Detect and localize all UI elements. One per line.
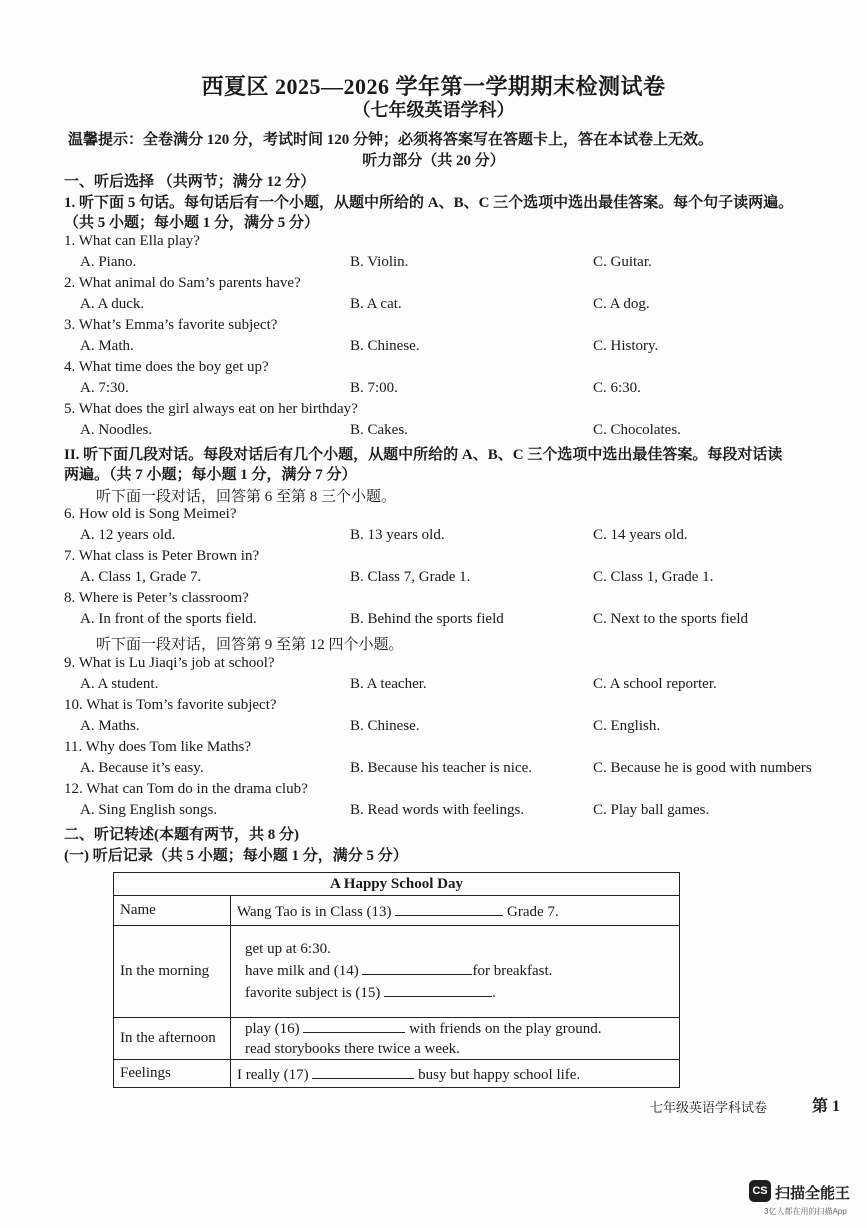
- question-1: 1. What can Ella play?: [64, 233, 200, 249]
- q9-option-b: B. A teacher.: [350, 676, 427, 692]
- blank-14[interactable]: [362, 960, 472, 975]
- q10-option-a: A. Maths.: [80, 718, 140, 734]
- row-content-afternoon: [231, 1018, 680, 1060]
- question-5: 5. What does the girl always eat on her birthday?: [64, 401, 358, 417]
- q12-option-a: A. Sing English songs.: [80, 802, 218, 818]
- q2-option-a: A. A duck.: [80, 296, 145, 312]
- feelings-pre: I really (17): [237, 1066, 309, 1083]
- q12-option-b: B. Read words with feelings.: [350, 802, 525, 818]
- blank-16[interactable]: [303, 1018, 405, 1033]
- section2-sub-heading: (一) 听后记录（共 5 小题；每小题 1 分，满分 5 分）: [64, 848, 408, 864]
- part2-instruction-2: 两遍。（共 7 小题；每小题 1 分，满分 7 分）: [64, 467, 357, 483]
- section1-heading: 一、听后选择 （共两节；满分 12 分）: [64, 174, 316, 190]
- q9-option-c: C. A school reporter.: [593, 676, 717, 692]
- section2-heading: 二、听记转述(本题有两节，共 8 分): [64, 827, 299, 843]
- scanner-app-name: 扫描全能王: [775, 1185, 851, 1202]
- morning-line-2-post: for breakfast.: [472, 963, 553, 979]
- name-text-pre: Wang Tao is in Class (13): [237, 903, 392, 920]
- question-9: 9. What is Lu Jiaqi’s job at school?: [64, 655, 275, 671]
- q6-option-c: C. 14 years old.: [593, 527, 688, 543]
- q12-option-c: C. Play ball games.: [593, 802, 710, 818]
- question-4: 4. What time does the boy get up?: [64, 359, 269, 375]
- page-number: 第 1: [812, 1098, 841, 1115]
- camscanner-logo-icon: CS: [749, 1180, 771, 1202]
- q11-option-c: C. Because he is good with numbers: [593, 760, 812, 776]
- q8-option-b: B. Behind the sports field: [350, 611, 504, 627]
- row-content-name: [231, 896, 680, 926]
- blank-13[interactable]: [395, 901, 503, 916]
- q3-option-a: A. Math.: [80, 338, 134, 354]
- scanner-tagline: 3亿人都在用的扫描App: [764, 1207, 847, 1216]
- q3-option-c: C. History.: [593, 338, 659, 354]
- listening-part-heading: 听力部分（共 20 分）: [362, 153, 505, 169]
- q10-option-c: C. English.: [593, 718, 661, 734]
- row-label-name: Name: [114, 896, 231, 926]
- blank-17[interactable]: [312, 1064, 414, 1079]
- table-title: A Happy School Day: [114, 873, 680, 896]
- q4-option-b: B. 7:00.: [350, 380, 398, 396]
- q9-option-a: A. A student.: [80, 676, 159, 692]
- dialogue-instruction-b: 听下面一段对话，回答第 9 至第 12 四个小题。: [96, 637, 404, 653]
- row-content-morning: [231, 926, 680, 1018]
- q5-option-a: A. Noodles.: [80, 422, 153, 438]
- question-12: 12. What can Tom do in the drama club?: [64, 781, 308, 797]
- question-6: 6. How old is Song Meimei?: [64, 506, 237, 522]
- question-11: 11. Why does Tom like Maths?: [64, 739, 251, 755]
- part1-instruction: 1. 听下面 5 句话。每句话后有一个小题，从题中所给的 A、B、C 三个选项中选出最佳答案。每个句子读两遍。: [64, 195, 794, 211]
- q5-option-c: C. Chocolates.: [593, 422, 681, 438]
- q10-option-b: B. Chinese.: [350, 718, 420, 734]
- q2-option-b: B. A cat.: [350, 296, 402, 312]
- morning-line-3-post: .: [492, 985, 496, 1001]
- question-8: 8. Where is Peter’s classroom?: [64, 590, 249, 606]
- q2-option-c: C. A dog.: [593, 296, 650, 312]
- q6-option-a: A. 12 years old.: [80, 527, 176, 543]
- feelings-post: busy but happy school life.: [418, 1066, 581, 1083]
- q7-option-c: C. Class 1, Grade 1.: [593, 569, 714, 585]
- q1-option-b: B. Violin.: [350, 254, 409, 270]
- notes-table: [113, 872, 680, 1088]
- name-text-post: Grade 7.: [507, 903, 559, 920]
- question-2: 2. What animal do Sam’s parents have?: [64, 275, 301, 291]
- morning-line-3-pre: favorite subject is (15): [245, 985, 381, 1001]
- q7-option-a: A. Class 1, Grade 7.: [80, 569, 202, 585]
- afternoon-line-1-post: with friends on the play ground.: [409, 1021, 602, 1037]
- q8-option-c: C. Next to the sports field: [593, 611, 748, 627]
- morning-line-2-pre: have milk and (14): [245, 963, 359, 979]
- exam-tip: 温馨提示：全卷满分 120 分，考试时间 120 分钟；必须将答案写在答题卡上，答在本试卷上无效。: [68, 132, 714, 148]
- afternoon-line-2: read storybooks there twice a week.: [245, 1041, 460, 1057]
- row-label-feelings: Feelings: [114, 1060, 231, 1088]
- exam-subtitle: （七年级英语学科）: [352, 100, 515, 120]
- blank-15[interactable]: [384, 982, 492, 997]
- q7-option-b: B. Class 7, Grade 1.: [350, 569, 471, 585]
- dialogue-instruction-a: 听下面一段对话，回答第 6 至第 8 三个小题。: [96, 489, 397, 505]
- morning-line-2: [245, 960, 673, 982]
- part2-instruction: II. 听下面几段对话。每段对话后有几个小题，从题中所给的 A、B、C 三个选项中选出最佳答案。每段对话读: [64, 447, 783, 463]
- q11-option-a: A. Because it’s easy.: [80, 760, 204, 776]
- part1-instruction-2: （共 5 小题；每小题 1 分，满分 5 分）: [64, 215, 320, 231]
- question-10: 10. What is Tom’s favorite subject?: [64, 697, 277, 713]
- q6-option-b: B. 13 years old.: [350, 527, 445, 543]
- morning-line-1: get up at 6:30.: [245, 941, 331, 957]
- q4-option-c: C. 6:30.: [593, 380, 641, 396]
- q8-option-a: A. In front of the sports field.: [80, 611, 257, 627]
- q11-option-b: B. Because his teacher is nice.: [350, 760, 533, 776]
- q3-option-b: B. Chinese.: [350, 338, 420, 354]
- row-content-feelings: [231, 1060, 680, 1088]
- exam-title: 西夏区 2025—2026 学年第一学期期末检测试卷: [201, 74, 666, 99]
- question-7: 7. What class is Peter Brown in?: [64, 548, 260, 564]
- footer-text: 七年级英语学科试卷: [650, 1100, 768, 1115]
- row-label-afternoon: In the afternoon: [114, 1018, 231, 1060]
- q1-option-c: C. Guitar.: [593, 254, 652, 270]
- row-label-morning: In the morning: [114, 926, 231, 1018]
- question-3: 3. What’s Emma’s favorite subject?: [64, 317, 278, 333]
- q4-option-a: A. 7:30.: [80, 380, 129, 396]
- morning-line-3: [245, 982, 673, 1004]
- q1-option-a: A. Piano.: [80, 254, 137, 270]
- afternoon-line-1-pre: play (16): [245, 1021, 300, 1037]
- afternoon-line-1: [245, 1018, 673, 1039]
- q5-option-b: B. Cakes.: [350, 422, 408, 438]
